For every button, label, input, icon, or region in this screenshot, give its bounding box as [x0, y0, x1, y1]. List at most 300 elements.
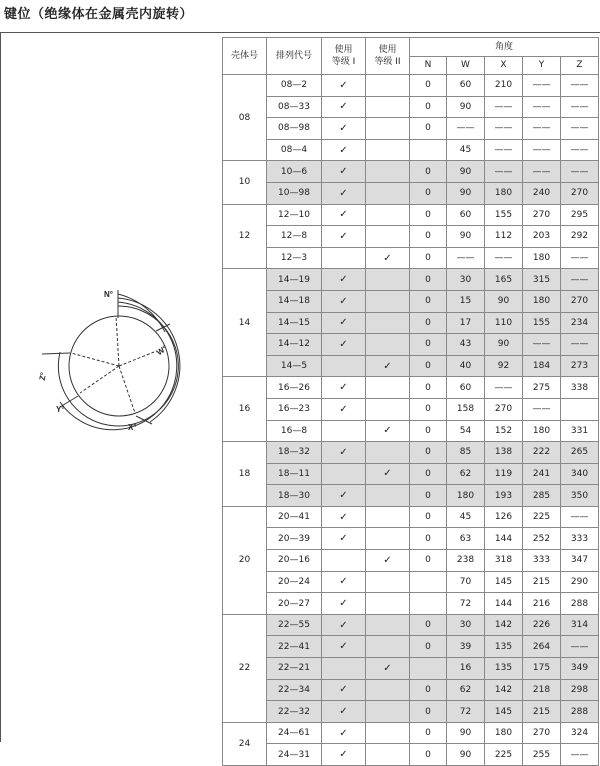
angle-n-cell: 0: [410, 398, 447, 420]
check-icon: ✓: [339, 101, 348, 113]
angle-n-cell: 0: [410, 463, 447, 485]
angle-n-cell: 0: [410, 355, 447, 377]
table-row: [223, 226, 599, 248]
check-icon: ✓: [383, 662, 392, 674]
ref-line-y: [80, 366, 119, 393]
check-icon: ✓: [339, 122, 348, 134]
header-w: W: [447, 56, 485, 75]
angle-z-cell: 347: [561, 550, 599, 572]
angle-y-cell: ——: [523, 75, 561, 97]
check-icon: ✓: [383, 425, 392, 437]
shell-cell: 16: [223, 377, 267, 442]
level1-cell: [322, 96, 366, 118]
angle-n-cell: 0: [410, 182, 447, 204]
header-shell: 壳体号: [223, 38, 267, 75]
level1-cell: [322, 118, 366, 140]
table-row: [223, 679, 599, 701]
label-y: Y°: [56, 405, 65, 414]
check-icon: ✓: [339, 511, 348, 523]
level2-cell: [366, 571, 410, 593]
ref-line-n: [116, 316, 119, 366]
angle-x-cell: 144: [485, 593, 523, 615]
table-row: [223, 75, 599, 97]
angle-x-cell: 145: [485, 701, 523, 723]
level1-cell: [322, 593, 366, 615]
level1-cell: [322, 398, 366, 420]
shell-cell: 18: [223, 442, 267, 507]
angle-w-cell: 40: [447, 355, 485, 377]
check-icon: ✓: [339, 533, 348, 545]
angle-y-cell: ——: [523, 398, 561, 420]
angle-n-cell: 0: [410, 442, 447, 464]
angle-w-cell: 30: [447, 269, 485, 291]
ref-line-x: [119, 366, 135, 413]
table-row: [223, 528, 599, 550]
angle-w-cell: 72: [447, 593, 485, 615]
level1-cell: [322, 571, 366, 593]
angle-x-cell: 165: [485, 269, 523, 291]
angle-z-cell: 298: [561, 679, 599, 701]
angle-n-cell: 0: [410, 614, 447, 636]
angle-x-cell: 90: [485, 290, 523, 312]
level2-cell: [366, 334, 410, 356]
level1-cell: [322, 744, 366, 766]
angle-z-cell: ——: [561, 744, 599, 766]
level1-cell: [322, 204, 366, 226]
code-cell: 18—30: [267, 485, 322, 507]
check-icon: ✓: [383, 252, 392, 264]
angle-n-cell: 0: [410, 377, 447, 399]
code-cell: 12—8: [267, 226, 322, 248]
check-icon: ✓: [339, 749, 348, 761]
table-row: [223, 269, 599, 291]
angle-z-cell: 290: [561, 571, 599, 593]
shell-cell: 10: [223, 161, 267, 204]
angle-x-cell: ——: [485, 118, 523, 140]
angle-y-cell: 264: [523, 636, 561, 658]
check-icon: ✓: [339, 727, 348, 739]
level2-cell: [366, 75, 410, 97]
ref-line-z: [71, 353, 119, 366]
angle-y-cell: 155: [523, 312, 561, 334]
check-icon: ✓: [339, 598, 348, 610]
angle-w-cell: ——: [447, 118, 485, 140]
check-icon: ✓: [339, 641, 348, 653]
label-n: N°: [104, 290, 113, 299]
level2-cell: [366, 139, 410, 161]
tick-z: [42, 353, 70, 354]
angle-z-cell: ——: [561, 75, 599, 97]
level2-cell: [366, 658, 410, 680]
level1-cell: [322, 442, 366, 464]
level1-cell: [322, 658, 366, 680]
level2-cell: [366, 744, 410, 766]
label-w: W°: [155, 343, 169, 358]
code-cell: 24—31: [267, 744, 322, 766]
angle-z-cell: ——: [561, 161, 599, 183]
table-row: [223, 463, 599, 485]
angle-z-cell: 338: [561, 377, 599, 399]
code-cell: 20—41: [267, 506, 322, 528]
angle-w-cell: 238: [447, 550, 485, 572]
shell-cell: 08: [223, 75, 267, 161]
level2-cell: [366, 204, 410, 226]
angle-w-cell: 90: [447, 226, 485, 248]
angle-y-cell: ——: [523, 118, 561, 140]
angle-x-cell: 318: [485, 550, 523, 572]
code-cell: 20—16: [267, 550, 322, 572]
angle-y-cell: 252: [523, 528, 561, 550]
level1-cell: [322, 614, 366, 636]
table-row: [223, 161, 599, 183]
level1-cell: [322, 636, 366, 658]
angle-y-cell: 226: [523, 614, 561, 636]
angle-w-cell: 85: [447, 442, 485, 464]
angle-n-cell: 0: [410, 75, 447, 97]
level2-cell: [366, 593, 410, 615]
angle-x-cell: 193: [485, 485, 523, 507]
shell-cell: 14: [223, 269, 267, 377]
angle-z-cell: 234: [561, 312, 599, 334]
angle-w-cell: 90: [447, 722, 485, 744]
angle-w-cell: 72: [447, 701, 485, 723]
angle-x-cell: 155: [485, 204, 523, 226]
table-row: [223, 290, 599, 312]
table-row: [223, 506, 599, 528]
angle-y-cell: 240: [523, 182, 561, 204]
level1-cell: [322, 290, 366, 312]
shell-cell: 12: [223, 204, 267, 269]
check-icon: ✓: [339, 230, 348, 242]
level1-cell: [322, 377, 366, 399]
code-cell: 24—61: [267, 722, 322, 744]
angle-z-cell: [561, 398, 599, 420]
angle-y-cell: ——: [523, 139, 561, 161]
level1-cell: [322, 355, 366, 377]
check-icon: ✓: [339, 576, 348, 588]
table-row: [223, 614, 599, 636]
angle-w-cell: 16: [447, 658, 485, 680]
angle-z-cell: 324: [561, 722, 599, 744]
angle-z-cell: 273: [561, 355, 599, 377]
angle-w-cell: 158: [447, 398, 485, 420]
table-row: [223, 96, 599, 118]
label-x: X°: [128, 423, 137, 432]
angle-z-cell: 333: [561, 528, 599, 550]
angle-y-cell: 180: [523, 290, 561, 312]
level1-cell: [322, 182, 366, 204]
angle-x-cell: 119: [485, 463, 523, 485]
angle-z-cell: 270: [561, 290, 599, 312]
angle-y-cell: 285: [523, 485, 561, 507]
angle-x-cell: 135: [485, 636, 523, 658]
check-icon: ✓: [339, 317, 348, 329]
angle-z-cell: 265: [561, 442, 599, 464]
level2-cell: [366, 290, 410, 312]
angle-n-cell: 0: [410, 679, 447, 701]
level1-cell: [322, 334, 366, 356]
check-icon: ✓: [383, 468, 392, 480]
code-cell: 16—26: [267, 377, 322, 399]
level1-cell: [322, 139, 366, 161]
code-cell: 14—12: [267, 334, 322, 356]
code-cell: 14—19: [267, 269, 322, 291]
angle-z-cell: 288: [561, 701, 599, 723]
keying-table: [222, 37, 599, 766]
level1-cell: [322, 701, 366, 723]
check-icon: ✓: [339, 706, 348, 718]
angle-n-cell: [410, 658, 447, 680]
angle-z-cell: 331: [561, 420, 599, 442]
table-row: [223, 398, 599, 420]
level2-cell: [366, 679, 410, 701]
angle-z-cell: 270: [561, 182, 599, 204]
angle-z-cell: ——: [561, 118, 599, 140]
angle-n-cell: [410, 139, 447, 161]
angle-y-cell: 216: [523, 593, 561, 615]
angle-w-cell: 62: [447, 679, 485, 701]
angle-x-cell: ——: [485, 139, 523, 161]
level1-cell: [322, 161, 366, 183]
header-y: Y: [523, 56, 561, 75]
level1-cell: [322, 550, 366, 572]
level2-cell: [366, 96, 410, 118]
check-icon: ✓: [339, 490, 348, 502]
level1-cell: [322, 528, 366, 550]
angle-x-cell: ——: [485, 377, 523, 399]
level2-cell: [366, 226, 410, 248]
check-icon: ✓: [339, 187, 348, 199]
table-row: [223, 658, 599, 680]
code-cell: 16—23: [267, 398, 322, 420]
angle-n-cell: 0: [410, 96, 447, 118]
level1-cell: [322, 485, 366, 507]
table-row: [223, 334, 599, 356]
level2-cell: [366, 312, 410, 334]
table-row: [223, 550, 599, 572]
table-row: [223, 420, 599, 442]
angle-w-cell: 17: [447, 312, 485, 334]
code-cell: 16—8: [267, 420, 322, 442]
angle-x-cell: 142: [485, 614, 523, 636]
angle-z-cell: 314: [561, 614, 599, 636]
check-icon: ✓: [339, 403, 348, 415]
table-row: [223, 118, 599, 140]
level2-cell: [366, 182, 410, 204]
angle-y-cell: ——: [523, 96, 561, 118]
angle-x-cell: 92: [485, 355, 523, 377]
angle-w-cell: 60: [447, 75, 485, 97]
angle-n-cell: 0: [410, 161, 447, 183]
code-cell: 20—24: [267, 571, 322, 593]
angle-n-cell: 0: [410, 722, 447, 744]
angle-z-cell: ——: [561, 334, 599, 356]
angle-w-cell: 90: [447, 161, 485, 183]
keying-diagram-panel: [0, 32, 222, 742]
angle-y-cell: 315: [523, 269, 561, 291]
angle-y-cell: 180: [523, 420, 561, 442]
check-icon: ✓: [339, 619, 348, 631]
level1-cell: [322, 420, 366, 442]
table-row: [223, 636, 599, 658]
level2-cell: [366, 355, 410, 377]
angle-n-cell: [410, 593, 447, 615]
angle-w-cell: 60: [447, 377, 485, 399]
level2-cell: [366, 550, 410, 572]
check-icon: ✓: [339, 382, 348, 394]
shell-cell: 20: [223, 506, 267, 614]
keying-diagram: [0, 32, 222, 742]
angle-x-cell: 142: [485, 679, 523, 701]
level1-cell: [322, 269, 366, 291]
angle-y-cell: 333: [523, 550, 561, 572]
angle-x-cell: ——: [485, 96, 523, 118]
angle-n-cell: 0: [410, 506, 447, 528]
header-code: 排列代号: [267, 38, 322, 75]
ref-line-w: [119, 352, 154, 366]
check-icon: ✓: [339, 338, 348, 350]
table-row: [223, 571, 599, 593]
table-row: [223, 701, 599, 723]
code-cell: 14—5: [267, 355, 322, 377]
angle-z-cell: ——: [561, 247, 599, 269]
check-icon: ✓: [339, 209, 348, 221]
angle-n-cell: 0: [410, 420, 447, 442]
level2-cell: [366, 420, 410, 442]
angle-w-cell: 43: [447, 334, 485, 356]
level1-cell: [322, 722, 366, 744]
angle-w-cell: 45: [447, 139, 485, 161]
angle-z-cell: 349: [561, 658, 599, 680]
check-icon: ✓: [339, 684, 348, 696]
check-icon: ✓: [339, 295, 348, 307]
level2-cell: [366, 161, 410, 183]
header-level1: 使用 等级 I: [322, 38, 366, 75]
angle-w-cell: 180: [447, 485, 485, 507]
angle-z-cell: ——: [561, 506, 599, 528]
angle-y-cell: 241: [523, 463, 561, 485]
table-row: [223, 355, 599, 377]
code-cell: 08—4: [267, 139, 322, 161]
angle-x-cell: ——: [485, 161, 523, 183]
level2-cell: [366, 506, 410, 528]
check-icon: ✓: [383, 554, 392, 566]
code-cell: 22—55: [267, 614, 322, 636]
angle-y-cell: 215: [523, 701, 561, 723]
angle-z-cell: ——: [561, 96, 599, 118]
level1-cell: [322, 679, 366, 701]
level2-cell: [366, 247, 410, 269]
angle-x-cell: 270: [485, 398, 523, 420]
arc-w: [118, 294, 165, 332]
code-cell: 08—98: [267, 118, 322, 140]
angle-z-cell: ——: [561, 636, 599, 658]
angle-x-cell: 210: [485, 75, 523, 97]
angle-y-cell: 175: [523, 658, 561, 680]
level2-cell: [366, 701, 410, 723]
code-cell: 18—32: [267, 442, 322, 464]
level2-cell: [366, 528, 410, 550]
angle-n-cell: 0: [410, 118, 447, 140]
level1-cell: [322, 75, 366, 97]
angle-w-cell: 90: [447, 744, 485, 766]
angle-x-cell: 110: [485, 312, 523, 334]
angle-w-cell: 62: [447, 463, 485, 485]
code-cell: 08—33: [267, 96, 322, 118]
level2-cell: [366, 485, 410, 507]
code-cell: 14—15: [267, 312, 322, 334]
code-cell: 20—39: [267, 528, 322, 550]
angle-y-cell: 275: [523, 377, 561, 399]
level2-cell: [366, 398, 410, 420]
level1-cell: [322, 463, 366, 485]
angle-n-cell: 0: [410, 701, 447, 723]
level2-cell: [366, 722, 410, 744]
check-icon: ✓: [339, 274, 348, 286]
shell-cell: 24: [223, 722, 267, 765]
table-row: [223, 182, 599, 204]
angle-n-cell: 0: [410, 744, 447, 766]
angle-y-cell: ——: [523, 334, 561, 356]
code-cell: 08—2: [267, 75, 322, 97]
level1-cell: [322, 312, 366, 334]
angle-z-cell: ——: [561, 269, 599, 291]
table-row: [223, 593, 599, 615]
level1-cell: [322, 226, 366, 248]
angle-w-cell: 54: [447, 420, 485, 442]
level2-cell: [366, 377, 410, 399]
table-row: [223, 485, 599, 507]
angle-z-cell: ——: [561, 139, 599, 161]
shell-cell: 22: [223, 614, 267, 722]
angle-n-cell: 0: [410, 247, 447, 269]
angle-n-cell: 0: [410, 485, 447, 507]
header-angle: 角度: [410, 38, 599, 57]
angle-w-cell: 90: [447, 182, 485, 204]
angle-z-cell: 292: [561, 226, 599, 248]
angle-n-cell: 0: [410, 636, 447, 658]
angle-n-cell: 0: [410, 312, 447, 334]
check-icon: ✓: [339, 144, 348, 156]
angle-x-cell: ——: [485, 247, 523, 269]
table-row: [223, 312, 599, 334]
angle-x-cell: 90: [485, 334, 523, 356]
page-title: 键位（绝缘体在金属壳内旋转）: [4, 7, 194, 22]
angle-z-cell: 288: [561, 593, 599, 615]
angle-x-cell: 135: [485, 658, 523, 680]
angle-x-cell: 180: [485, 182, 523, 204]
table-row: [223, 722, 599, 744]
angle-w-cell: 15: [447, 290, 485, 312]
level2-cell: [366, 269, 410, 291]
level2-cell: [366, 442, 410, 464]
angle-y-cell: 184: [523, 355, 561, 377]
level2-cell: [366, 463, 410, 485]
level2-cell: [366, 614, 410, 636]
level2-cell: [366, 636, 410, 658]
table-row: [223, 442, 599, 464]
angle-w-cell: 39: [447, 636, 485, 658]
code-cell: 22—32: [267, 701, 322, 723]
angle-w-cell: 45: [447, 506, 485, 528]
angle-n-cell: 0: [410, 550, 447, 572]
angle-y-cell: 225: [523, 506, 561, 528]
angle-n-cell: 0: [410, 334, 447, 356]
angle-y-cell: 270: [523, 204, 561, 226]
code-cell: 12—10: [267, 204, 322, 226]
header-x: X: [485, 56, 523, 75]
angle-n-cell: [410, 571, 447, 593]
